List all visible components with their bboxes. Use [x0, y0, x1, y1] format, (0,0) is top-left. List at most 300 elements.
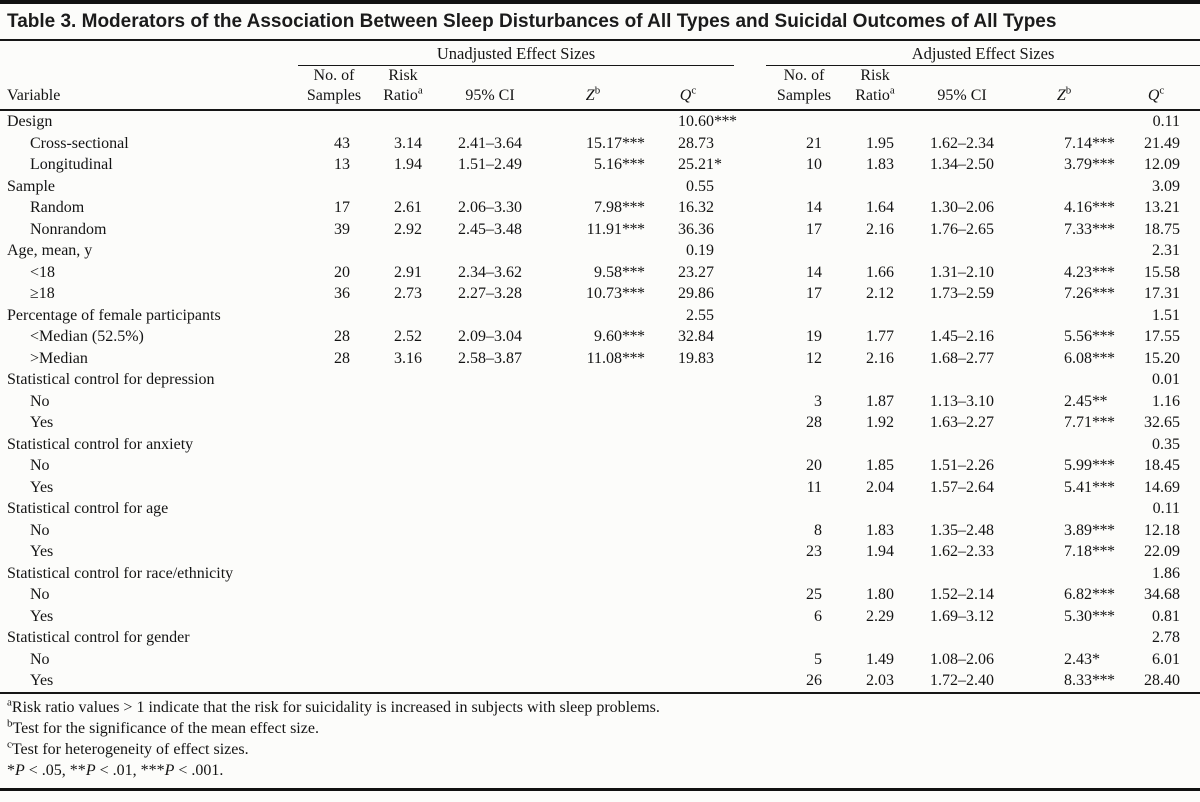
u-z-cell — [544, 240, 642, 262]
u-q-cell: 2.55 — [686, 306, 715, 324]
u-q-cell — [642, 498, 734, 520]
a-ci-cell — [908, 240, 1016, 262]
u-q-cell — [642, 391, 734, 413]
a-z-cell: 7.33 *** — [1016, 219, 1112, 241]
row-gap — [734, 498, 766, 520]
a-samples-cell: 23 — [806, 543, 823, 560]
u-q-cell: 29.86 — [678, 285, 715, 302]
table-row — [0, 498, 1200, 520]
u-ci-cell — [436, 176, 544, 198]
u-risk-ratio-cell: 2.73 — [394, 285, 422, 302]
row-gap — [734, 197, 766, 219]
u-z-cell: 11.08 *** — [544, 348, 642, 370]
u-ci-cell: 2.34–3.62 — [458, 263, 522, 281]
variable-cell: Nonrandom — [30, 220, 107, 238]
table-row — [0, 584, 1200, 606]
a-q-cell: 1.16 — [1152, 392, 1181, 410]
a-ci-cell: 1.72–2.40 — [930, 672, 995, 689]
a-samples-cell — [766, 369, 842, 391]
variable-cell: Statistical control for gender — [7, 629, 190, 646]
footnotes — [0, 694, 1200, 781]
u-z-cell — [544, 477, 642, 499]
u-z-cell — [544, 176, 642, 198]
u-ci-cell — [436, 110, 544, 133]
adjusted-group-header: Adjusted Effect Sizes — [766, 41, 1200, 66]
footnote-b: $^b$Test for the significance of the mean effect size. — [7, 717, 319, 737]
a-risk-ratio-cell — [842, 240, 908, 262]
u-ci-cell — [436, 455, 544, 477]
u-samples-cell — [298, 391, 370, 413]
significance-stars: *** — [622, 285, 645, 302]
significance-stars: *** — [622, 349, 645, 367]
unadjusted-group-header: Unadjusted Effect Sizes — [298, 41, 734, 66]
table-row — [0, 563, 1200, 585]
u-z-cell — [544, 369, 642, 391]
a-risk-ratio-cell: 2.16 — [866, 220, 895, 238]
u-risk-ratio-cell — [370, 541, 436, 563]
table-row — [0, 627, 1200, 649]
u-risk-ratio-cell: 3.16 — [394, 349, 422, 367]
u-q-cell — [642, 563, 734, 585]
moderators-table — [0, 41, 1200, 694]
a-samples-cell: 11 — [806, 478, 823, 496]
u-ci-cell: 2.27–3.28 — [458, 285, 522, 302]
a-q-cell: 32.65 — [1144, 414, 1181, 431]
row-gap — [734, 176, 766, 198]
a-risk-ratio-cell: 2.04 — [866, 478, 895, 496]
u-q-cell — [642, 477, 734, 499]
a-samples-cell: 26 — [806, 672, 823, 689]
a-samples-column-header: No. of Samples — [766, 66, 842, 111]
u-q-cell: 0.19 — [686, 242, 715, 259]
u-risk-ratio-cell — [370, 455, 436, 477]
variable-cell: Statistical control for depression — [7, 371, 215, 388]
table-row — [0, 369, 1200, 391]
table-row — [0, 240, 1200, 262]
u-z-cell — [544, 412, 642, 434]
u-q-cell — [642, 670, 734, 693]
a-samples-cell: 12 — [806, 349, 823, 367]
a-risk-ratio-cell — [842, 498, 908, 520]
a-risk-ratio-cell: 2.12 — [866, 285, 895, 302]
u-samples-cell — [298, 369, 370, 391]
a-ci-cell: 1.73–2.59 — [930, 285, 995, 302]
a-ci-cell: 1.45–2.16 — [930, 328, 995, 345]
a-q-cell: 2.31 — [1152, 242, 1181, 259]
u-z-cell — [544, 541, 642, 563]
u-ci-cell — [436, 670, 544, 693]
significance-stars: *** — [1092, 543, 1115, 560]
a-risk-ratio-cell: 1.80 — [866, 586, 895, 603]
a-risk-ratio-cell: 1.94 — [866, 543, 895, 560]
row-gap — [734, 412, 766, 434]
a-ci-cell: 1.34–2.50 — [930, 156, 995, 173]
a-ci-column-header: 95% CI — [908, 66, 1016, 111]
u-risk-ratio-cell — [370, 606, 436, 628]
variable-cell: No — [30, 650, 50, 668]
row-gap — [734, 606, 766, 628]
a-risk-ratio-cell: 2.03 — [866, 672, 895, 689]
a-q-cell: 0.35 — [1152, 435, 1181, 453]
a-ci-cell — [908, 627, 1016, 649]
u-ci-cell — [436, 498, 544, 520]
u-q-cell — [642, 455, 734, 477]
a-ci-cell — [908, 434, 1016, 456]
significance-stars: *** — [622, 134, 645, 152]
a-samples-cell: 25 — [806, 586, 823, 603]
table-row — [0, 219, 1200, 241]
a-risk-ratio-cell — [842, 369, 908, 391]
u-z-cell — [544, 584, 642, 606]
u-z-cell — [544, 563, 642, 585]
u-ci-cell — [436, 649, 544, 671]
row-gap — [734, 670, 766, 693]
a-samples-cell: 10 — [806, 156, 823, 173]
variable-cell: Sample — [7, 177, 55, 195]
u-z-cell — [544, 110, 642, 133]
u-q-cell: 23.27 — [678, 263, 715, 281]
u-risk-ratio-cell — [370, 391, 436, 413]
table-row — [0, 606, 1200, 628]
a-z-cell: 4.16 *** — [1016, 197, 1112, 219]
a-q-cell: 6.01 — [1152, 650, 1181, 668]
spanner-spacer — [0, 41, 298, 66]
u-q-cell — [642, 541, 734, 563]
variable-cell: Cross-sectional — [30, 134, 129, 152]
significance-stars: *** — [1092, 156, 1115, 173]
u-z-column-header: $Z^b$ — [544, 66, 642, 111]
row-gap — [734, 369, 766, 391]
significance-stars: *** — [1092, 478, 1115, 496]
u-q-cell — [642, 649, 734, 671]
variable-cell: Percentage of female participants — [7, 306, 221, 324]
variable-cell: ≥18 — [30, 285, 55, 302]
table-row — [0, 154, 1200, 176]
footnote-c: $^c$Test for heterogeneity of effect sizes. — [7, 738, 249, 758]
a-risk-ratio-cell: 1.83 — [866, 156, 895, 173]
u-risk-ratio-cell — [370, 110, 436, 133]
row-gap — [734, 541, 766, 563]
u-ci-cell: 2.58–3.87 — [458, 349, 522, 367]
u-samples-cell: 28 — [334, 328, 350, 345]
u-risk-ratio-cell — [370, 412, 436, 434]
significance-stars: *** — [622, 220, 645, 238]
u-samples-cell — [298, 627, 370, 649]
u-z-cell: 7.98 *** — [544, 197, 642, 219]
u-samples-cell — [298, 541, 370, 563]
a-q-cell: 14.69 — [1144, 478, 1181, 496]
u-risk-ratio-cell — [370, 240, 436, 262]
significance-stars: *** — [622, 156, 645, 173]
table-row — [0, 649, 1200, 671]
row-gap — [734, 520, 766, 542]
a-samples-cell — [766, 110, 842, 133]
a-q-cell: 28.40 — [1144, 672, 1181, 689]
a-risk-ratio-cell — [842, 627, 908, 649]
footnote-a: $^a$Risk ratio values > 1 indicate that the risk for suicidality is increased in subjects with sleep problems. — [7, 696, 660, 716]
u-ci-cell — [436, 305, 544, 327]
a-q-cell: 18.75 — [1144, 220, 1181, 238]
u-q-cell — [642, 606, 734, 628]
a-samples-cell: 14 — [806, 199, 823, 216]
a-z-cell: 8.33 *** — [1016, 670, 1112, 693]
u-risk-ratio-cell — [370, 305, 436, 327]
a-q-column-header: $Q^c$ — [1112, 66, 1200, 111]
u-ci-cell — [436, 434, 544, 456]
variable-cell: Longitudinal — [30, 156, 113, 173]
u-samples-cell — [298, 110, 370, 133]
u-ci-cell — [436, 627, 544, 649]
u-ci-cell: 2.06–3.30 — [458, 199, 522, 216]
a-z-cell: 5.41 *** — [1016, 477, 1112, 499]
a-q-cell: 15.58 — [1144, 263, 1181, 281]
row-gap — [734, 455, 766, 477]
variable-cell: No — [30, 457, 50, 474]
a-z-cell — [1016, 563, 1112, 585]
a-ci-cell: 1.51–2.26 — [930, 457, 995, 474]
table-row — [0, 412, 1200, 434]
u-risk-ratio-cell: 2.61 — [394, 199, 422, 216]
u-samples-cell: 20 — [334, 263, 350, 281]
a-samples-cell: 19 — [806, 328, 823, 345]
a-risk-ratio-cell: 1.85 — [866, 457, 895, 474]
a-ci-cell: 1.08–2.06 — [930, 650, 995, 668]
u-risk-ratio-cell: 1.94 — [394, 156, 422, 173]
a-q-cell: 15.20 — [1144, 349, 1181, 367]
variable-cell: Age, mean, y — [7, 242, 93, 259]
a-z-cell: 7.14 *** — [1016, 133, 1112, 155]
u-samples-cell: 36 — [334, 285, 350, 302]
u-z-cell — [544, 670, 642, 693]
u-samples-cell — [298, 649, 370, 671]
a-q-cell: 0.11 — [1152, 113, 1181, 130]
a-samples-cell — [766, 498, 842, 520]
significance-stars: * — [1092, 650, 1100, 668]
significance-stars: *** — [1092, 328, 1115, 345]
a-z-cell: 7.71 *** — [1016, 412, 1112, 434]
u-q-cell: 10.60 *** — [642, 110, 734, 133]
u-q-cell: 0.55 — [686, 177, 715, 195]
table-row — [0, 434, 1200, 456]
a-q-cell: 18.45 — [1144, 457, 1181, 474]
significance-stars: *** — [1092, 672, 1115, 689]
table-row — [0, 176, 1200, 198]
a-q-cell: 12.18 — [1144, 521, 1181, 539]
a-risk-ratio-cell: 2.29 — [866, 607, 895, 625]
variable-cell: Yes — [30, 478, 54, 496]
u-z-cell: 15.17 *** — [544, 133, 642, 155]
u-samples-cell: 43 — [334, 134, 350, 152]
row-gap — [734, 110, 766, 133]
u-samples-cell — [298, 477, 370, 499]
a-samples-cell: 17 — [806, 285, 823, 302]
a-samples-cell — [766, 176, 842, 198]
row-gap — [734, 133, 766, 155]
a-q-cell: 17.55 — [1144, 328, 1181, 345]
u-z-cell: 9.58 *** — [544, 262, 642, 284]
header-gap — [734, 66, 766, 111]
significance-stars: *** — [1092, 457, 1115, 474]
u-risk-ratio-cell — [370, 563, 436, 585]
row-gap — [734, 240, 766, 262]
a-risk-ratio-cell: 2.16 — [866, 349, 895, 367]
table-row — [0, 520, 1200, 542]
u-ci-cell — [436, 520, 544, 542]
u-z-cell — [544, 391, 642, 413]
a-ci-cell: 1.68–2.77 — [930, 349, 995, 367]
a-ci-cell: 1.52–2.14 — [930, 586, 995, 603]
u-q-cell: 32.84 — [678, 328, 715, 345]
u-risk-ratio-cell — [370, 369, 436, 391]
a-z-cell — [1016, 434, 1112, 456]
u-ci-cell: 2.41–3.64 — [458, 134, 522, 152]
variable-cell: Yes — [30, 672, 54, 689]
a-samples-cell — [766, 434, 842, 456]
u-ci-cell — [436, 606, 544, 628]
u-risk-ratio-cell — [370, 649, 436, 671]
a-q-cell: 3.09 — [1152, 177, 1181, 195]
variable-cell: Yes — [30, 414, 54, 431]
a-z-cell: 2.43 * — [1016, 649, 1112, 671]
significance-stars: *** — [1092, 134, 1115, 152]
significance-stars: *** — [714, 113, 737, 130]
a-samples-cell: 20 — [806, 457, 823, 474]
table-row — [0, 133, 1200, 155]
variable-cell: Statistical control for race/ethnicity — [7, 564, 234, 582]
a-samples-cell — [766, 627, 842, 649]
u-risk-ratio-cell — [370, 498, 436, 520]
variable-cell: Yes — [30, 607, 54, 625]
significance-stars: *** — [1092, 285, 1115, 302]
a-ci-cell: 1.13–3.10 — [930, 392, 995, 410]
u-samples-cell: 13 — [334, 156, 350, 173]
significance-stars: *** — [622, 263, 645, 281]
u-q-cell — [642, 627, 734, 649]
significance-stars: *** — [1092, 586, 1115, 603]
u-q-column-header: $Q^c$ — [642, 66, 734, 111]
table-row — [0, 326, 1200, 348]
a-z-cell: 2.45 ** — [1016, 391, 1112, 413]
a-risk-ratio-cell: 1.77 — [866, 328, 895, 345]
u-q-cell — [642, 412, 734, 434]
a-z-cell — [1016, 498, 1112, 520]
a-samples-cell: 6 — [814, 607, 823, 625]
a-risk-ratio-cell: 1.95 — [866, 134, 895, 152]
variable-cell: Design — [7, 113, 53, 130]
a-q-cell: 17.31 — [1144, 285, 1181, 302]
spanner-row — [0, 41, 1200, 66]
u-ci-cell — [436, 541, 544, 563]
a-risk-ratio-cell: 1.64 — [866, 199, 895, 216]
a-samples-cell — [766, 563, 842, 585]
significance-stars: *** — [1092, 414, 1115, 431]
u-risk-ratio-cell: 2.92 — [394, 220, 422, 238]
u-q-cell: 16.32 — [678, 199, 715, 216]
variable-cell: No — [30, 392, 50, 410]
u-samples-cell — [298, 240, 370, 262]
a-ci-cell: 1.35–2.48 — [930, 521, 995, 539]
row-gap — [734, 262, 766, 284]
u-ci-cell: 1.51–2.49 — [458, 156, 522, 173]
u-z-cell: 11.91 *** — [544, 219, 642, 241]
a-z-cell — [1016, 627, 1112, 649]
u-q-cell: 36.36 — [678, 220, 715, 238]
a-z-cell — [1016, 176, 1112, 198]
a-q-cell: 21.49 — [1144, 134, 1181, 152]
a-z-cell — [1016, 110, 1112, 133]
u-samples-cell — [298, 606, 370, 628]
u-z-cell: 9.60 *** — [544, 326, 642, 348]
row-gap — [734, 154, 766, 176]
a-q-cell: 1.51 — [1152, 306, 1181, 324]
u-risk-ratio-cell — [370, 477, 436, 499]
table-row — [0, 110, 1200, 133]
u-samples-cell — [298, 498, 370, 520]
u-samples-cell — [298, 563, 370, 585]
u-q-cell — [642, 520, 734, 542]
a-ci-cell: 1.30–2.06 — [930, 199, 995, 216]
variable-cell: No — [30, 586, 50, 603]
significance-note: *P < .05, **P < .01, ***P < .001. — [7, 761, 224, 779]
a-q-cell: 34.68 — [1144, 586, 1181, 603]
u-risk-ratio-cell — [370, 627, 436, 649]
u-samples-cell: 28 — [334, 349, 350, 367]
a-samples-cell: 5 — [814, 650, 823, 668]
a-z-cell: 7.26 *** — [1016, 283, 1112, 305]
table-row — [0, 283, 1200, 305]
u-ci-cell: 2.45–3.48 — [458, 220, 522, 238]
column-header-row — [0, 66, 1200, 111]
u-q-cell — [642, 434, 734, 456]
variable-cell: >Median — [30, 349, 88, 367]
row-gap — [734, 584, 766, 606]
significance-stars: *** — [1092, 199, 1115, 216]
row-gap — [734, 391, 766, 413]
a-ci-cell: 1.57–2.64 — [930, 478, 995, 496]
u-samples-cell — [298, 412, 370, 434]
u-z-cell: 5.16 *** — [544, 154, 642, 176]
group-gap — [734, 41, 766, 66]
a-samples-cell: 14 — [806, 263, 823, 281]
table-row — [0, 262, 1200, 284]
u-samples-cell — [298, 176, 370, 198]
a-samples-cell — [766, 305, 842, 327]
a-risk-ratio-cell — [842, 434, 908, 456]
significance-stars: *** — [1092, 220, 1115, 238]
a-z-cell: 7.18 *** — [1016, 541, 1112, 563]
a-samples-cell: 17 — [806, 220, 823, 238]
u-z-cell — [544, 455, 642, 477]
u-samples-cell — [298, 305, 370, 327]
u-risk-ratio-column-header: Risk Ratio$^a$ — [370, 66, 436, 111]
u-q-cell: 19.83 — [678, 349, 715, 367]
a-z-column-header: $Z^b$ — [1016, 66, 1112, 111]
a-risk-ratio-cell — [842, 110, 908, 133]
variable-cell: No — [30, 521, 50, 539]
a-z-cell: 6.82 *** — [1016, 584, 1112, 606]
row-gap — [734, 348, 766, 370]
u-ci-column-header: 95% CI — [436, 66, 544, 111]
significance-stars: ** — [1092, 392, 1108, 410]
a-z-cell: 3.89 *** — [1016, 520, 1112, 542]
variable-cell: Statistical control for age — [7, 500, 169, 517]
row-gap — [734, 563, 766, 585]
u-ci-cell — [436, 584, 544, 606]
a-z-cell — [1016, 240, 1112, 262]
variable-cell: <Median (52.5%) — [30, 328, 144, 345]
u-risk-ratio-cell — [370, 584, 436, 606]
a-samples-cell: 28 — [806, 414, 823, 431]
